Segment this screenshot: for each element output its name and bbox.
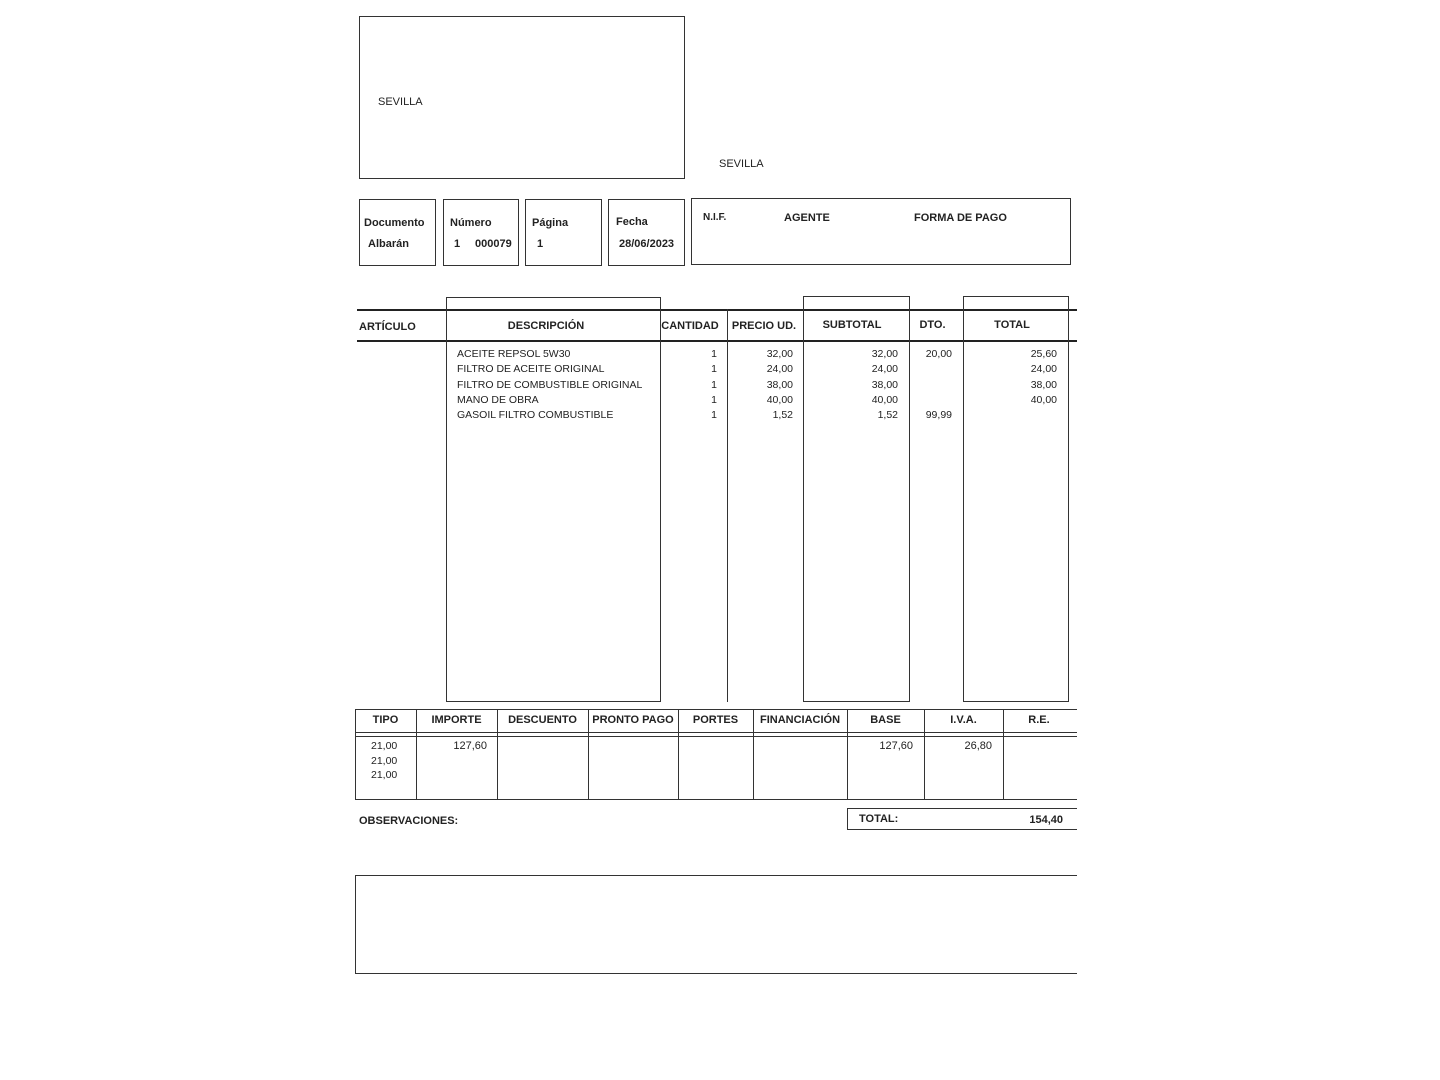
line-cantidad: 1 bbox=[711, 363, 717, 376]
line-subtotal: 38,00 bbox=[871, 378, 898, 391]
line-descripcion: GASOIL FILTRO COMBUSTIBLE bbox=[457, 409, 614, 422]
tax-base: 127,60 bbox=[879, 740, 913, 752]
nif-agente-box bbox=[691, 198, 1071, 265]
descripcion-values bbox=[457, 347, 642, 423]
client-city: SEVILLA bbox=[378, 96, 423, 108]
line-subtotal: 1,52 bbox=[877, 409, 898, 422]
line-subtotal: 24,00 bbox=[871, 363, 898, 376]
numero-value: 000079 bbox=[475, 238, 512, 250]
line-dto bbox=[912, 378, 952, 393]
tax-tipo-values bbox=[371, 739, 397, 783]
issuer-city: SEVILLA bbox=[719, 158, 764, 170]
tax-col-descuento: DESCUENTO bbox=[508, 714, 577, 726]
precio-values bbox=[740, 347, 793, 423]
line-cantidad: 1 bbox=[711, 393, 717, 406]
line-cantidad: 1 bbox=[711, 409, 717, 422]
line-descripcion: MANO DE OBRA bbox=[457, 393, 539, 406]
line-subtotal: 32,00 bbox=[871, 348, 898, 360]
line-cantidad: 1 bbox=[711, 378, 717, 391]
subtotal-values bbox=[845, 347, 898, 423]
col-dto: DTO. bbox=[919, 319, 946, 331]
numero-label: Número bbox=[450, 217, 492, 229]
total-label: TOTAL: bbox=[859, 813, 899, 825]
line-descripcion: FILTRO DE COMBUSTIBLE ORIGINAL bbox=[457, 378, 643, 391]
line-dto bbox=[912, 393, 952, 408]
tax-tipo: 21,00 bbox=[371, 754, 398, 767]
tax-tipo: 21,00 bbox=[371, 769, 398, 782]
tax-tipo: 21,00 bbox=[371, 740, 398, 752]
observaciones-box bbox=[355, 875, 1077, 974]
tax-col-iva: I.V.A. bbox=[950, 714, 977, 726]
line-descripcion: ACEITE REPSOL 5W30 bbox=[457, 348, 571, 360]
total-box bbox=[847, 808, 1077, 830]
line-total: 40,00 bbox=[1030, 393, 1057, 406]
line-precio: 40,00 bbox=[766, 393, 793, 406]
line-dto: 20,00 bbox=[925, 348, 952, 360]
tax-col-base: BASE bbox=[870, 714, 901, 726]
tax-col-tipo: TIPO bbox=[372, 714, 399, 726]
documento-box bbox=[359, 199, 436, 266]
observaciones-label: OBSERVACIONES: bbox=[359, 815, 459, 827]
pagina-value: 1 bbox=[537, 238, 544, 250]
numero-box bbox=[443, 199, 519, 266]
total-value: 154,40 bbox=[1029, 814, 1063, 826]
line-total: 38,00 bbox=[1030, 378, 1057, 391]
documento-value: Albarán bbox=[368, 238, 409, 250]
tax-col-portes: PORTES bbox=[692, 714, 739, 726]
tax-col-pronto-pago: PRONTO PAGO bbox=[592, 714, 674, 726]
documento-label: Documento bbox=[364, 217, 425, 229]
line-dto: 99,99 bbox=[925, 409, 952, 422]
col-cantidad: CANTIDAD bbox=[661, 320, 719, 332]
tax-importe: 127,60 bbox=[453, 740, 487, 752]
line-total: 25,60 bbox=[1030, 348, 1057, 360]
dto-values bbox=[912, 347, 952, 423]
tax-iva: 26,80 bbox=[964, 740, 992, 752]
fecha-label: Fecha bbox=[616, 216, 648, 228]
fecha-box bbox=[608, 199, 685, 266]
col-descripcion: DESCRIPCIÓN bbox=[507, 320, 585, 332]
agente-label: AGENTE bbox=[784, 212, 830, 224]
line-total: 24,00 bbox=[1030, 363, 1057, 376]
numero-serie: 1 bbox=[454, 238, 461, 250]
fecha-value: 28/06/2023 bbox=[619, 238, 675, 250]
line-precio: 38,00 bbox=[766, 378, 793, 391]
line-precio: 32,00 bbox=[766, 348, 793, 360]
line-cantidad: 1 bbox=[711, 348, 717, 360]
line-dto bbox=[912, 362, 952, 377]
line-precio: 24,00 bbox=[766, 363, 793, 376]
tax-col-importe: IMPORTE bbox=[431, 714, 482, 726]
line-descripcion: FILTRO DE ACEITE ORIGINAL bbox=[457, 363, 605, 376]
line-total bbox=[1000, 408, 1057, 423]
line-subtotal: 40,00 bbox=[871, 393, 898, 406]
total-values bbox=[1000, 347, 1057, 423]
col-precio: PRECIO UD. bbox=[731, 320, 797, 332]
col-total: TOTAL bbox=[994, 319, 1030, 331]
pagina-box bbox=[525, 199, 602, 266]
col-subtotal: SUBTOTAL bbox=[822, 319, 882, 331]
tax-col-financiacion: FINANCIACIÓN bbox=[759, 714, 841, 726]
cantidad-values bbox=[690, 347, 717, 423]
col-articulo: ARTÍCULO bbox=[359, 321, 416, 333]
line-precio: 1,52 bbox=[772, 409, 793, 422]
forma-pago-label: FORMA DE PAGO bbox=[914, 212, 1007, 224]
nif-label: N.I.F. bbox=[703, 212, 727, 223]
tax-col-re: R.E. bbox=[1028, 714, 1050, 726]
client-address-box bbox=[359, 16, 685, 179]
pagina-label: Página bbox=[532, 217, 569, 229]
